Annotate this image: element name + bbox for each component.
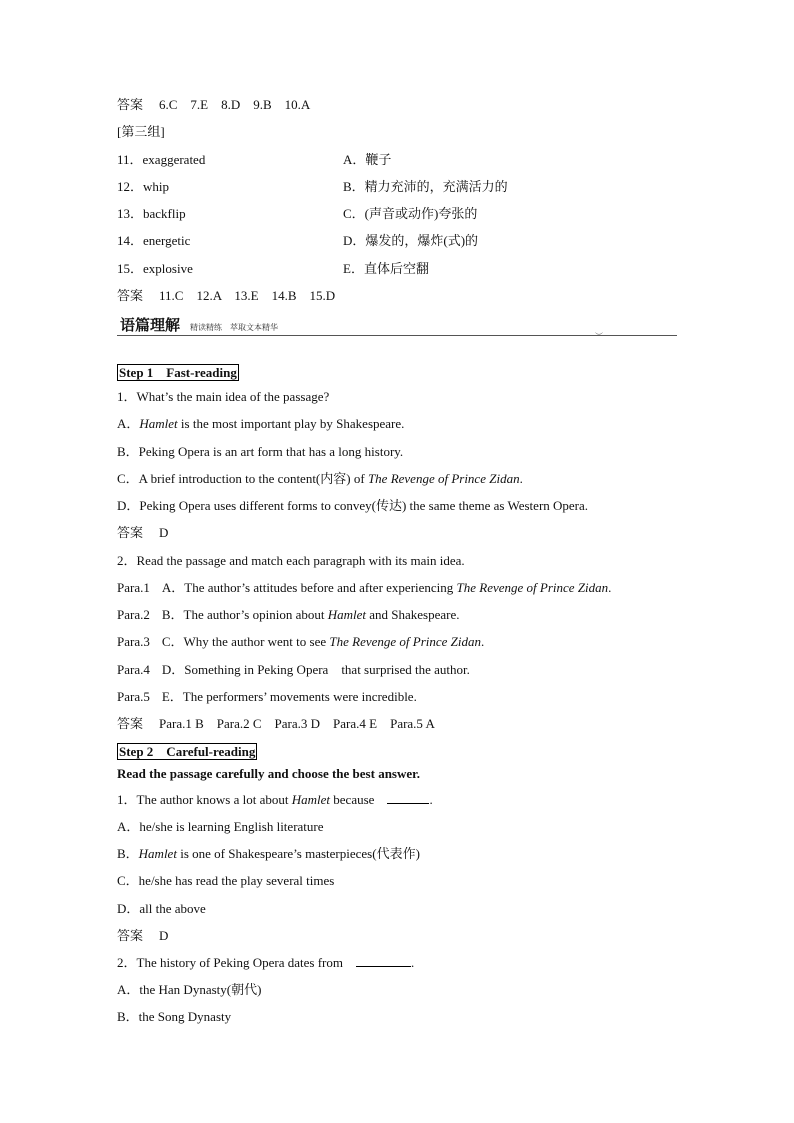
- answer-line-11-15: 答案 11.C 12.A 13.E 14.B 15.D: [117, 288, 336, 303]
- divider-notch-icon: ︶: [595, 332, 603, 341]
- matching-option-a: A．鞭子: [343, 152, 392, 167]
- section-subtitle: 精读精练 萃取文本精华: [190, 323, 278, 332]
- step1-q1-answer: 答案 D: [117, 525, 169, 540]
- answer-values: 6.C 7.E 8.D 9.B 10.A: [159, 97, 311, 112]
- para-match-row: Para.4 D．Something in Peking Opera that surprised the author.: [117, 662, 470, 677]
- step2-q1-answer: 答案 D: [117, 928, 169, 943]
- step2-q1-option-b: B．Hamlet is one of Shakespeare’s masterpieces(代表作): [117, 846, 420, 861]
- step2-question-2: 2．The history of Peking Opera dates from .: [117, 955, 415, 970]
- para-match-row: Para.3 C．Why the author went to see The Revenge of Prince Zidan.: [117, 634, 485, 649]
- answer-blank: [356, 954, 411, 967]
- step2-instruction: Read the passage carefully and choose the best answer.: [117, 766, 420, 781]
- group-label: [第三组]: [117, 124, 165, 139]
- para-match-row: Para.5 E．The performers’ movements were incredible.: [117, 689, 417, 704]
- matching-option-b: B．精力充沛的，充满活力的: [343, 179, 508, 194]
- step1-q2-answer: 答案 Para.1 B Para.2 C Para.3 D Para.4 E Para.5 A: [117, 716, 435, 731]
- step2-q1-option-a: A．he/she is learning English literature: [117, 819, 324, 834]
- step2-q1-option-c: C．he/she has read the play several times: [117, 873, 335, 888]
- matching-word-12: 12．whip: [117, 179, 170, 194]
- step2-q2-option-b: B．the Song Dynasty: [117, 1009, 232, 1024]
- step1-q1-option-d: D．Peking Opera uses different forms to convey(传达) the same theme as Western Opera.: [117, 498, 589, 513]
- step2-q2-option-a: A．the Han Dynasty(朝代): [117, 982, 262, 997]
- step1-q1-option-c: C．A brief introduction to the content(内容) of The Revenge of Prince Zidan.: [117, 471, 523, 486]
- section-divider: [117, 335, 677, 336]
- matching-word-11: 11．exaggerated: [117, 152, 206, 167]
- step1-q1-option-a: A．Hamlet is the most important play by Shakespeare.: [117, 416, 405, 431]
- step1-question-1: 1．What’s the main idea of the passage?: [117, 389, 330, 404]
- para-match-row: Para.2 B．The author’s opinion about Hamlet and Shakespeare.: [117, 607, 460, 622]
- answer-blank: [387, 791, 429, 804]
- step2-heading: Step 2 Careful-reading: [119, 744, 256, 759]
- matching-word-13: 13．backflip: [117, 206, 186, 221]
- answer-line-6-10: [117, 96, 310, 114]
- matching-option-d: D．爆发的，爆炸(式)的: [343, 233, 479, 248]
- matching-word-14: 14．energetic: [117, 233, 191, 248]
- answer-label: 答案: [117, 97, 144, 112]
- step2-question-1: 1．The author knows a lot about Hamlet because .: [117, 792, 433, 807]
- step1-q1-option-b: B．Peking Opera is an art form that has a long history.: [117, 444, 404, 459]
- section-banner: [117, 314, 677, 341]
- matching-option-e: E．直体后空翻: [343, 261, 429, 276]
- para-match-row: Para.1 A．The author’s attitudes before and after experiencing The Revenge of Prince Zidan.: [117, 580, 612, 595]
- section-title: 语篇理解: [120, 316, 181, 334]
- step2-q1-option-d: D．all the above: [117, 901, 206, 916]
- matching-word-15: 15．explosive: [117, 261, 193, 276]
- step1-heading: Step 1 Fast-reading: [119, 365, 237, 380]
- step1-question-2: 2．Read the passage and match each paragraph with its main idea.: [117, 553, 465, 568]
- matching-option-c: C．(声音或动作)夸张的: [343, 206, 478, 221]
